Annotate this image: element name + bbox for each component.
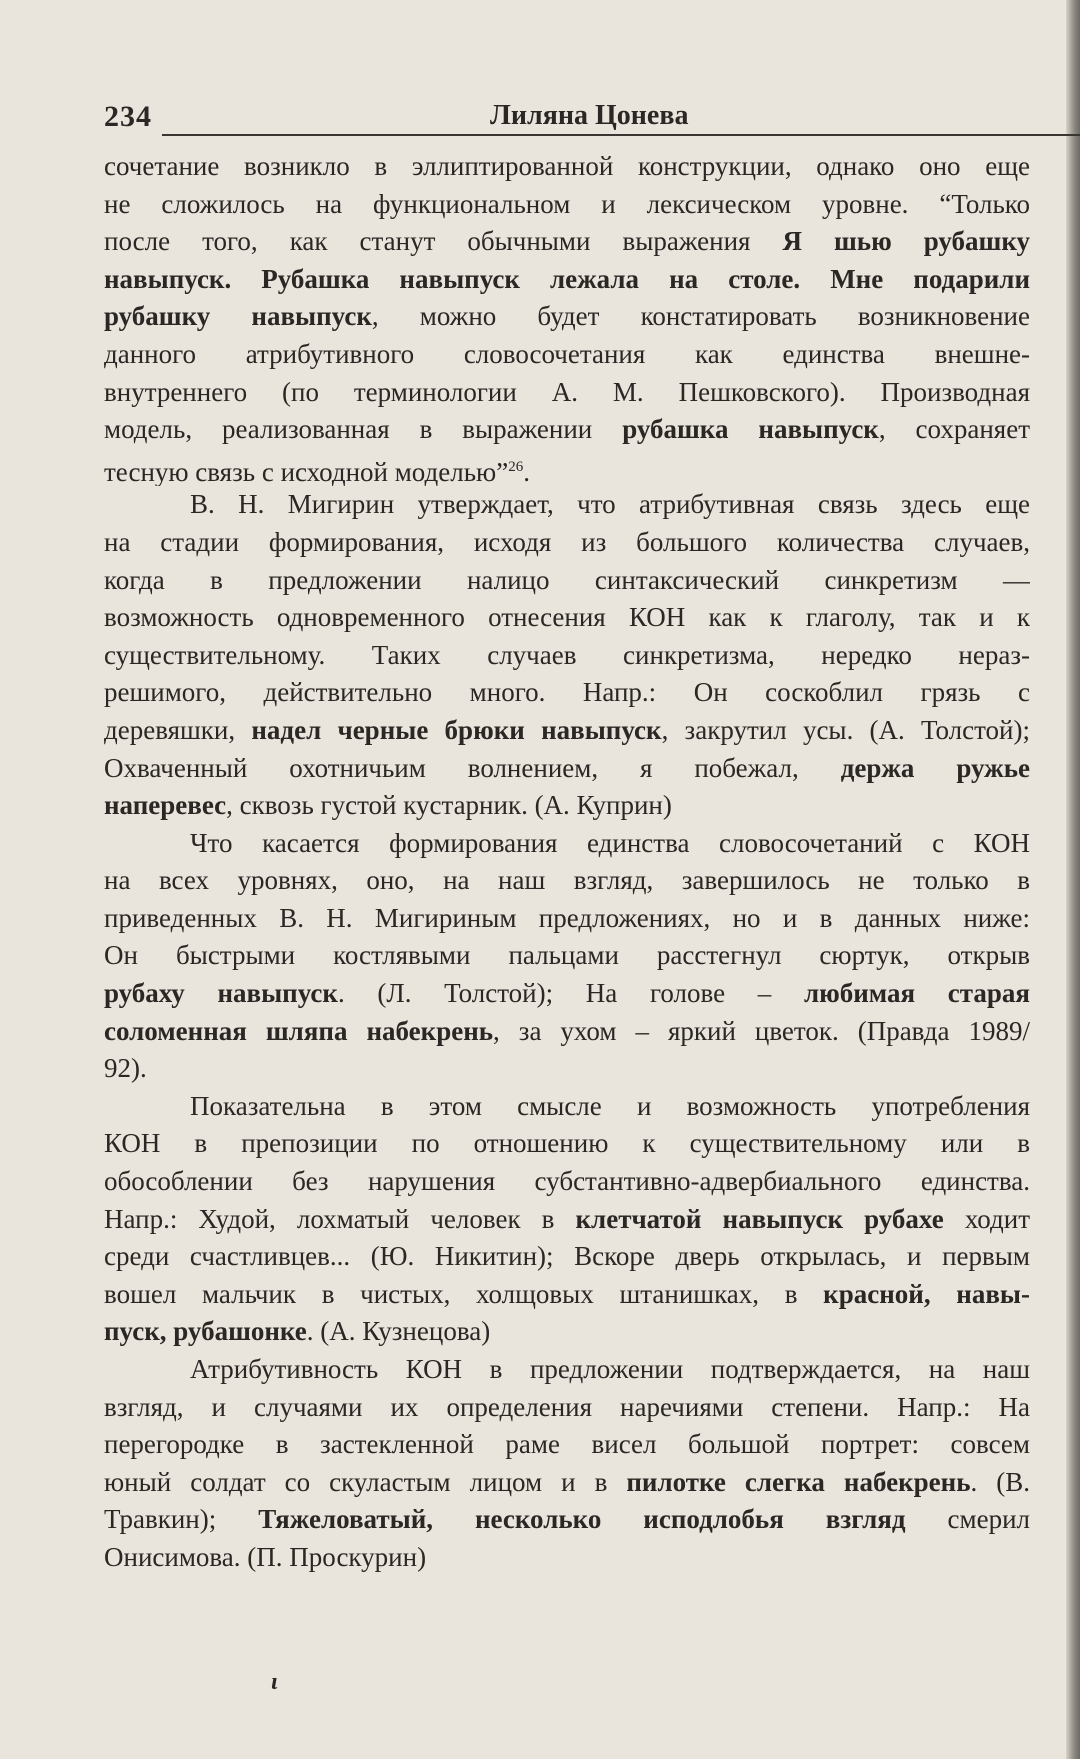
stray-mark: ι: [271, 1669, 278, 1695]
body-text: [104, 148, 1030, 1577]
text-line: [104, 787, 1030, 825]
text-segment: Атрибутивность КОН в предложении подтверждается, на наш: [190, 1354, 1030, 1384]
text-line: [104, 1163, 1030, 1201]
text-line: [104, 900, 1030, 938]
text-line: [104, 524, 1030, 562]
text-segment: , сохраняет: [878, 414, 1030, 445]
text-segment: модель, реализованная в выражении: [104, 414, 623, 445]
text-segment: взгляд, и случаями их определения наречиями степени. Напр.: На: [104, 1391, 1030, 1422]
text-segment: . (А. Кузнецова): [306, 1316, 491, 1347]
text-line: [104, 1464, 1030, 1502]
text-segment: сочетание возникло в эллиптированной конструкции, однако оно еще: [104, 151, 1030, 181]
bold-example: пилотке слегка набекрень: [626, 1466, 971, 1497]
text-segment: на всех уровнях, оно, на наш взгляд, завершилось не только в: [104, 865, 1030, 896]
text-segment: . (В.: [970, 1466, 1030, 1497]
bold-example: пуск, рубашонке: [104, 1316, 307, 1347]
text-line: [104, 1426, 1030, 1464]
text-segment: решимого, действительно много. Напр.: Он соскоблил грязь с: [104, 677, 1030, 708]
text-segment: В. Н. Мигирин утверждает, что атрибутивная связь здесь еще: [190, 489, 1030, 520]
text-line: [104, 449, 1030, 487]
text-line: [104, 1013, 1030, 1051]
text-segment: Показательна в этом смысле и возможность употребления: [190, 1090, 1030, 1121]
text-line: [104, 1539, 1030, 1577]
text-line: [104, 712, 1030, 750]
text-segment: не сложилось на функциональном и лексическом уровне. “Только: [104, 188, 1030, 219]
text-segment: вошел мальчик в чистых, холщовых штанишках, в: [104, 1278, 824, 1309]
text-segment: , сквозь густой кустарник. (А. Куприн): [226, 790, 672, 821]
bold-example: рубаху навыпуск: [104, 978, 338, 1009]
text-line: [104, 148, 1030, 186]
text-segment: Напр.: Худой, лохматый человек в: [104, 1203, 576, 1234]
text-line: [104, 599, 1030, 637]
running-head: Лиляна Цонева: [490, 100, 689, 131]
text-line: [104, 825, 1030, 863]
text-segment: Онисимова. (П. Проскурин): [104, 1541, 427, 1572]
bold-example: держа ружье: [840, 752, 1030, 783]
text-line: [104, 1238, 1030, 1276]
text-segment: существительному. Таких случаев синкретизма, нередко нераз-: [104, 639, 1030, 670]
bold-example: клетчатой навыпуск рубахе: [575, 1203, 944, 1234]
text-segment: обособлении без нарушения субстантивно-адвербиального единства.: [104, 1166, 1030, 1197]
text-segment: Охваченный охотничьим волнением, я побежал,: [104, 752, 841, 783]
header-rule: [162, 134, 1080, 136]
text-segment: перегородке в застекленной раме висел большой портрет: совсем: [104, 1429, 1030, 1460]
text-line: [104, 862, 1030, 900]
text-segment: . (Л. Толстой); На голове –: [337, 978, 804, 1009]
bold-example: любимая старая: [803, 978, 1030, 1009]
text-segment: , за ухом – яркий цветок. (Правда 1989/: [493, 1015, 1030, 1046]
text-segment: .: [523, 456, 530, 487]
text-segment: смерил: [905, 1504, 1030, 1535]
text-line: [104, 1313, 1030, 1351]
text-line: [104, 411, 1030, 449]
text-line: [104, 1088, 1030, 1126]
bold-example: рубашку навыпуск: [104, 301, 372, 332]
bold-example: рубашка навыпуск: [622, 414, 879, 445]
text-segment: , можно будет констатировать возникновение: [371, 301, 1030, 332]
bold-example: Тяжеловатый, несколько исподлобья взгляд: [258, 1504, 906, 1535]
text-line: [104, 1389, 1030, 1427]
text-line: [104, 1201, 1030, 1239]
text-line: [104, 562, 1030, 600]
text-segment: юный солдат со скуластым лицом и в: [104, 1466, 627, 1497]
text-segment: после того, как станут обычными выражения: [104, 226, 783, 257]
bold-example: красной, навы-: [823, 1278, 1030, 1309]
bold-example: соломенная шляпа набекрень: [104, 1015, 494, 1046]
bold-example: Я шью рубашку: [782, 226, 1030, 257]
text-line: [104, 374, 1030, 412]
text-line: [104, 937, 1030, 975]
page-header: [104, 100, 1036, 140]
text-line: [104, 1125, 1030, 1163]
footnote-ref[interactable]: 26: [508, 458, 524, 475]
text-line: [104, 186, 1030, 224]
text-segment: среди счастливцев... (Ю. Никитин); Вскоре дверь открылась, и первым: [104, 1241, 1030, 1272]
page-edge: [1066, 0, 1080, 1759]
text-segment: на стадии формирования, исходя из большого количества случаев,: [104, 526, 1030, 557]
text-line: [104, 261, 1030, 299]
text-segment: тесную связь с исходной моделью”: [104, 456, 509, 487]
bold-example: навыпуск. Рубашка навыпуск лежала на столе. Мне подарили: [104, 263, 1030, 294]
text-segment: КОН в препозиции по отношению к существительному или в: [104, 1128, 1030, 1159]
bold-example: наперевес: [104, 790, 227, 821]
text-line: [104, 750, 1030, 788]
text-line: [104, 1050, 1030, 1088]
text-segment: данного атрибутивного словосочетания как единства внешне-: [104, 338, 1030, 369]
text-segment: 92).: [104, 1053, 147, 1084]
text-line: [104, 975, 1030, 1013]
text-segment: внутреннего (по терминологии А. М. Пешковского). Производная: [104, 376, 1030, 407]
text-segment: приведенных В. Н. Мигириным предложениях, но и в данных ниже:: [104, 902, 1030, 933]
page-number: 234: [104, 100, 152, 133]
text-line: [104, 1276, 1030, 1314]
text-segment: Он быстрыми костлявыми пальцами расстегнул сюртук, открыв: [104, 940, 1030, 971]
text-segment: Травкин);: [104, 1504, 259, 1535]
text-segment: деревяшки,: [104, 714, 252, 745]
bold-example: надел черные брюки навыпуск: [251, 714, 662, 745]
text-segment: возможность одновременного отнесения КОН как к глаголу, так и к: [104, 602, 1030, 633]
text-line: [104, 486, 1030, 524]
text-segment: , закрутил усы. (А. Толстой);: [661, 714, 1030, 745]
text-line: [104, 336, 1030, 374]
text-line: [104, 298, 1030, 336]
text-line: [104, 674, 1030, 712]
text-line: [104, 223, 1030, 261]
text-line: [104, 1351, 1030, 1389]
text-line: [104, 1501, 1030, 1539]
text-line: [104, 637, 1030, 675]
text-segment: ходит: [943, 1203, 1030, 1234]
text-segment: когда в предложении налицо синтаксический синкретизм —: [104, 564, 1030, 595]
text-segment: Что касается формирования единства словосочетаний с КОН: [190, 827, 1030, 858]
